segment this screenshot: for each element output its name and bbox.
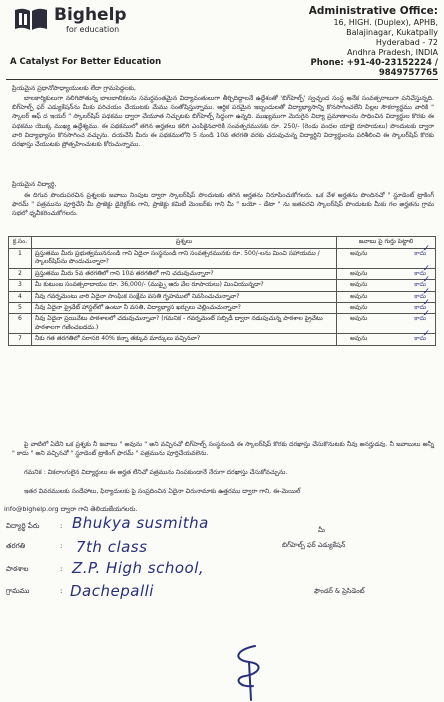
question-text: నీవు గవర్నమెంటు వారి ఏదైనా సాంఘిక సంక్షేమ వసతి గృహములో నివసించుచున్నావా?: [32, 291, 337, 302]
answer-cell: [337, 309, 436, 334]
colon: :: [60, 587, 63, 595]
question-text: మీ కుటుంబ సంవత్సరాదాయం రూ. 36,000/- (ముప్పై ఆరు వేల రూపాయలు) మించియున్నదా?: [32, 280, 337, 291]
answer-cell: [337, 298, 436, 314]
book-logo-icon: [14, 6, 48, 32]
table-header-row: [9, 237, 436, 249]
no-label: కాదు: [414, 281, 426, 289]
question-text: నీవు ఏదైనా ప్రయివేటు పాఠశాలలో చదువుచున్నావా? (గమనిక - గవర్నమెంట్ సబ్సిడీ ద్వారా నడుపుచున్న పాఠశాల ప్రైవేటు పాఠశాలగా గణించబడదు.): [32, 314, 337, 334]
answer-cell: [337, 244, 436, 269]
school-label: పాఠశాల: [6, 565, 29, 573]
table-row: [9, 280, 436, 291]
office-address: [258, 4, 438, 78]
address-line: Balajinagar, Kukatpally: [346, 28, 438, 37]
brand-name: Bighelp: [54, 5, 127, 25]
question-text: ప్రస్తుతము మీరు 5వ తరగతిలో గాని 10వ తరగతిలో గాని చదువుచున్నారా?: [32, 268, 337, 279]
colon: :: [60, 542, 63, 550]
no-label: కాదు: [414, 315, 426, 323]
student-greeting: ప్రియమైన విద్యార్థి,: [12, 181, 57, 188]
village-label: గ్రామము: [6, 587, 30, 595]
answer-cell: [337, 263, 436, 279]
table-row: [9, 268, 436, 279]
contact-paragraph: ఇతర వివరములకు సందేహాలు, ఫిర్యాదులకు పై సంప్రదించిన ఏదైనా చిరునామాకు ఉత్తరము ద్వారా గాని, ఈ-మెయిల్: [24, 488, 301, 495]
founder-label: ఫౌండర్ & ప్రెసిడెంట్: [314, 587, 365, 595]
instructions-paragraph: ఈ దిగువ పొందుపరచిన ప్రశ్నలకు జవాబు నింపుట ద్వారా స్కాలర్‌షిప్ పొందుటకు తగిన అర్హతను నిరూపించుకోగలరు. ఒక వేళ అర్హతను పొందినచో " స్టూడెంట్ ట్రాకింగ్ ఫారమ్ " పత్రమును పూర్తిచేసి మీ ప్రాజెక్టు డైరెక్టర్‌కు గాని, ప్రాజెక్టు కమిటీ మెంబర్‌కు గాని మీ " బయో - డేటా " ను జతపరచి స్కాలర్‌షిప్ పొందుటకు మీకు గల అర్హతను గ్రామ సభలో ధృవీకరించుకోగలరు.: [12, 192, 434, 218]
note-paragraph: గమనిక : వికలాంగులైన విద్యార్థులు ఈ అర్హత లేనిచో పత్రమును నింపకుండానే నేరుగా దరఖాస్తు చేసుకోవచ్చును.: [24, 469, 288, 476]
answer-header: జవాబు పై గుర్తు పెట్టాలి: [337, 237, 436, 249]
table-row: [9, 334, 436, 345]
yes-option[interactable]: అవును: [350, 292, 368, 300]
checkmark-icon: ✓: [422, 263, 430, 274]
checkmark-icon: ✓: [422, 275, 430, 286]
office-phone: Phone: +91-40-23152224 / 9849757765: [310, 58, 438, 78]
row-number: 1: [9, 249, 32, 269]
student-name-label: విద్యార్థి పేరు: [6, 522, 40, 530]
intro-paragraph: బాలకార్మికులుగా నలిగిపోతున్న బాలబాలికలను సమర్థవంతమైన విద్యావంతులుగా తీర్చిదిద్దాలనే ఉద్దేశంతో 'బిగ్‌హెల్ప్' స్వచ్ఛంద సంస్థ అనేక సంవత్సరాలుగా పనిచేస్తున్నది. బిగ్‌హెల్ప్ ఫర్ ఎడ్యుకేషన్‌ను మీకు పరిచయం చేయుటకు మేము సంతోషిస్తున్నాము. ఆర్థిక పరమైన ఇబ్బందులతో విద్యాభ్యాసాన్ని కొనసాగించలేని పిల్లల సౌకర్యార్థము వారికి " స్కాలర్ ఆఫ్ ద ఇయర్ " స్కాలర్‌షిప్ పథకము ద్వారా చేయూత నిచ్చుటకు బిగ్‌హెల్ప్ సిద్ధంగా ఉన్నది. ముఖ్యముగా మెరుగైన విద్యా ప్రమాణాలను సాధించిన విద్యార్థుల కొరకు ఈ పథకము యొక్క ముఖ్య ఉద్దేశ్యము. ఈ పథకములో తగిన అర్హతలు కలిగి ఎంపికైనవారికి సంవత్సరమునకు రూ. 250/- (రెండు వందల యాభై రూపాయలు) పొందుటకు ద్వారా వారి విద్యాభ్యాసం కొనసాగించ వచ్చును. దయచేసి మీరు ఈ పథకములోని 5 నుండి 10వ తరగతి వరకు చదువుచున్న విద్యార్థిని విద్యార్థులను పరిశీలించి ఈ స్కాలర్‌షిప్ కొరకు దరఖాస్తు చేయుటకు ప్రోత్సహించుటకు కోరుచున్నాము.: [12, 95, 434, 149]
no-label: కాదు: [414, 250, 426, 257]
row-number: 3: [9, 280, 32, 291]
org-signature-label: బిగ్‌హెల్ప్ ఫర్ ఎడ్యుకేషన్: [282, 541, 346, 549]
row-number: 2: [9, 268, 32, 279]
checkmark-icon: ✓: [422, 309, 430, 320]
village-value[interactable]: Dachepalli: [70, 582, 154, 600]
no-option-checked[interactable]: [414, 329, 430, 343]
question-text: నీవు ఏదైనా ప్రైవేట్ హాస్టల్‌లో ఉంటూ నీ వసతి, విద్యాభ్యాస ఖర్చులు చెల్లించుచున్నావా?: [32, 303, 337, 314]
row-number: 5: [9, 303, 32, 314]
colon: :: [60, 522, 63, 530]
class-label: తరగతి: [6, 542, 26, 550]
yes-option[interactable]: అవును: [350, 304, 368, 312]
answer-cell: [337, 275, 436, 291]
table-row: [9, 249, 436, 269]
address-line: Andhra Pradesh, INDIA: [347, 48, 438, 57]
address-line: Hyderabad - 72: [375, 38, 438, 47]
answer-cell: [337, 329, 436, 345]
brand-subtitle: for education: [66, 25, 120, 34]
serial-header: క్ర.సం.: [9, 237, 32, 249]
table-row: [9, 303, 436, 314]
table-row: [9, 291, 436, 302]
checkmark-icon: ✓: [422, 286, 430, 297]
no-option-checked[interactable]: [414, 244, 430, 258]
question-header: ప్రశ్నలు: [32, 237, 337, 249]
no-label: కాదు: [414, 269, 426, 277]
colon: :: [60, 565, 63, 573]
no-label: కాదు: [414, 304, 426, 312]
greeting: ప్రియమైన ప్రధానోపాధ్యాయులకు లేదా గ్రామపెద్దలకు,: [12, 85, 136, 92]
yours-label: మీ: [318, 526, 325, 534]
answer-cell: [337, 286, 436, 302]
class-value[interactable]: 7th class: [76, 538, 148, 556]
row-number: 7: [9, 334, 32, 345]
no-label: కాదు: [414, 335, 426, 343]
checkmark-icon: ✓: [422, 244, 430, 254]
no-label: కాదు: [414, 292, 426, 300]
header-divider: [6, 79, 438, 80]
question-text: ప్రస్తుతము మీరు ప్రభుత్వముననుండి గాని ఏదైనా సంస్థనుండి గాని సంవత్సరమునకు రూ. 500/-లను మించి సహాయము / స్కాలర్‌షిప్‌ను పొందుచున్నారా?: [32, 249, 337, 269]
row-number: 4: [9, 291, 32, 302]
no-option-checked[interactable]: [414, 309, 430, 323]
table-row: [9, 314, 436, 334]
eligibility-table: [8, 236, 436, 346]
yes-option[interactable]: అవును: [350, 315, 368, 323]
checkmark-icon: ✓: [422, 298, 430, 309]
yes-option[interactable]: అవును: [350, 269, 368, 277]
yes-option[interactable]: అవును: [350, 250, 368, 257]
yes-option[interactable]: అవును: [350, 335, 368, 343]
row-number: 6: [9, 314, 32, 334]
tagline: A Catalyst For Better Education: [10, 57, 162, 67]
question-text: నీకు గత తరగతిలో సరాసరి 40% కన్నా తక్కువ మార్కులు వచ్చినవా?: [32, 334, 337, 345]
contact-email: info@bighelp.org ద్వారా గాని తెలియజేయగలరు.: [4, 505, 138, 513]
checkmark-icon: ✓: [422, 329, 430, 340]
closing-paragraph: పై వాటిలో ఏదేని ఒక ప్రశ్నకు నీ జవాబు " అవును " అని వచ్చినచో బిగ్‌హెల్ప్ సంస్థనుండి ఈ స్కాలర్‌షిప్ కొరకు దరఖాస్తు చేసుకొనుటకు నీవు అనర్హుడవు. నీ జవాబులు అన్నీ " కాదు " అని వచ్చినచో " స్టూడెంట్ ట్రాకింగ్ ఫారమ్ " పత్రమును పూర్తిచేయవలెను.: [12, 441, 434, 458]
yes-option[interactable]: అవును: [350, 281, 368, 289]
school-value[interactable]: Z.P. High school,: [72, 559, 205, 577]
handwritten-signature: [225, 642, 277, 702]
address-line: 16, HIGH. (Duplex), APHB,: [333, 18, 438, 27]
office-title: Administrative Office:: [308, 5, 438, 17]
student-name-value[interactable]: Bhukya susmitha: [72, 514, 209, 532]
